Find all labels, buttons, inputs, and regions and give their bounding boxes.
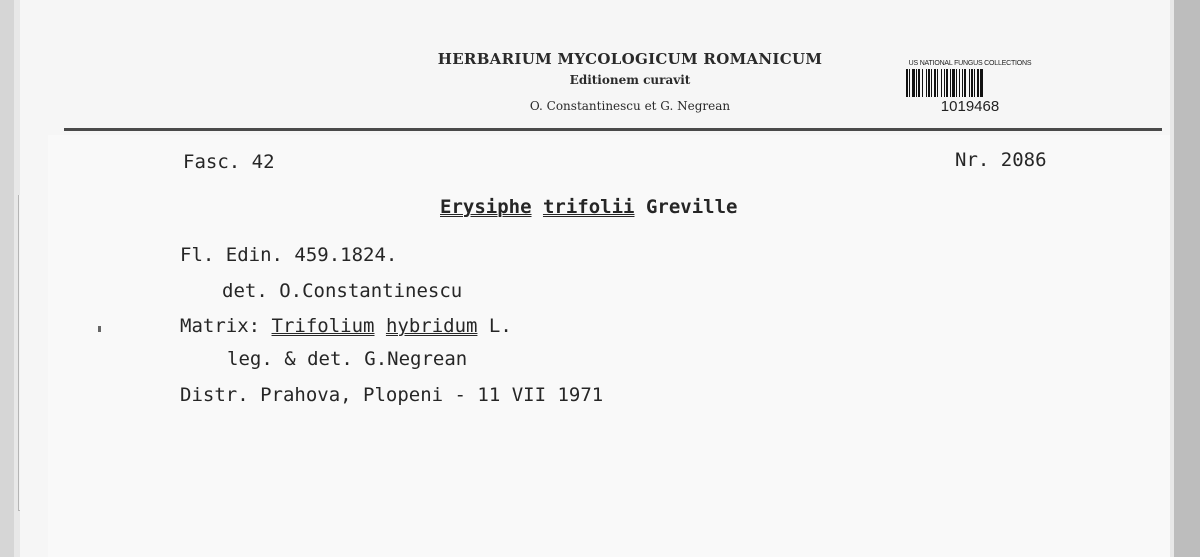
- matrix-prefix: Matrix:: [180, 315, 261, 337]
- species-name: [440, 196, 737, 218]
- editors-line: O. Constantinescu et G. Negrean: [529, 99, 731, 113]
- collector-line: leg. & det. G.Negrean: [227, 348, 468, 370]
- determiner-line: det. O.Constantinescu: [222, 280, 463, 302]
- editionem-line: Editionem curavit: [569, 73, 691, 87]
- matrix-genus: Trifolium: [271, 315, 375, 337]
- species-genus: Erysiphe: [440, 196, 532, 218]
- fascicle-number: Fasc. 42: [183, 151, 275, 173]
- barcode-collection-label: US NATIONAL FUNGUS COLLECTIONS: [908, 60, 1032, 67]
- matrix-line: [180, 315, 512, 337]
- background-left: [0, 0, 14, 557]
- barcode-block: [900, 60, 1040, 115]
- pin-mark: [98, 326, 101, 332]
- species-epithet: trifolii: [542, 196, 635, 218]
- reference-line: Fl. Edin. 459.1824.: [180, 244, 398, 266]
- species-author: Greville: [645, 196, 738, 218]
- header-divider: [64, 128, 1162, 131]
- barcode-icon: [906, 69, 1040, 97]
- locality-line: Distr. Prahova, Plopeni - 11 VII 1971: [180, 384, 604, 406]
- specimen-number: Nr. 2086: [955, 149, 1047, 171]
- background-right: [1174, 0, 1200, 557]
- matrix-author: L.: [488, 315, 512, 337]
- herbarium-title: HERBARIUM MYCOLOGICUM ROMANICUM: [437, 50, 823, 68]
- matrix-epithet: hybridum: [385, 315, 478, 337]
- barcode-number: 1019468: [940, 98, 1000, 115]
- label-header: [380, 48, 880, 122]
